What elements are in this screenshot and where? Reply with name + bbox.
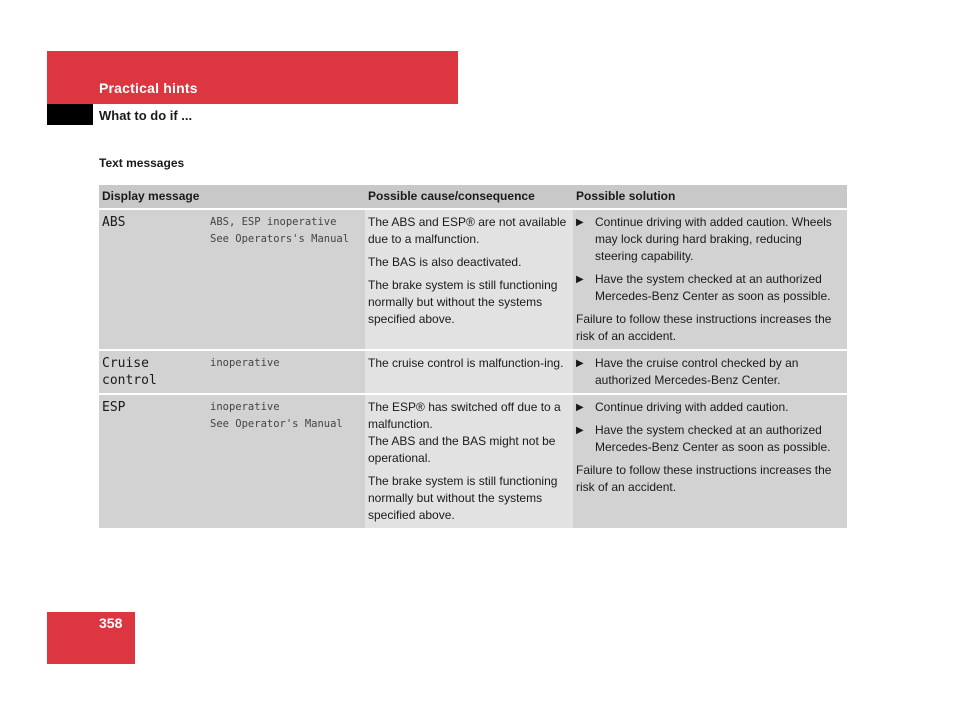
warning-note: Failure to follow these instructions increases the risk of an accident. [576, 463, 832, 494]
triangle-right-icon: ▶ [576, 274, 584, 285]
section-marker [47, 104, 93, 125]
cause-text: The cruise control is malfunction-ing. [368, 356, 564, 370]
solution-text: Continue driving with added caution. Wheels may lock during hard braking, reducing steering capability. [595, 215, 832, 263]
display-message-detail: inoperative See Operator's Manual [210, 401, 343, 430]
header-possible-solution: Possible solution [573, 185, 847, 209]
solution-item [576, 355, 844, 389]
cause-cell [365, 209, 573, 350]
cause-text: The ESP® has switched off due to a malfunction. The ABS and the BAS might not be operational. [368, 400, 561, 465]
display-message-detail: ABS, ESP inoperative See Operators's Manual [210, 216, 350, 245]
cause-text: The brake system is still functioning normally but without the systems specified above. [368, 474, 558, 522]
cause-text: The ABS and ESP® are not available due to a malfunction. [368, 215, 567, 246]
cause-cell [365, 350, 573, 394]
display-message-cell [99, 350, 365, 394]
triangle-right-icon: ▶ [576, 402, 584, 413]
page-number: 358 [99, 615, 123, 631]
table-row [99, 209, 847, 350]
cause-text: The brake system is still functioning normally but without the systems specified above. [368, 278, 558, 326]
table-caption: Text messages [99, 156, 185, 170]
header-possible-cause: Possible cause/consequence [365, 185, 573, 209]
display-message-detail: inoperative [210, 357, 280, 369]
solution-item [576, 214, 844, 265]
warning-note: Failure to follow these instructions increases the risk of an accident. [576, 312, 832, 343]
subsection-title: What to do if ... [99, 108, 193, 123]
section-title: Practical hints [99, 80, 198, 96]
solution-cell [573, 209, 847, 350]
triangle-right-icon: ▶ [576, 358, 584, 369]
solution-item [576, 271, 844, 305]
display-message-cell [99, 209, 365, 350]
solution-item [576, 399, 844, 416]
messages-table [99, 185, 847, 528]
table-row [99, 394, 847, 528]
table-row [99, 350, 847, 394]
solution-item [576, 422, 844, 456]
table-header-row [99, 185, 847, 209]
solution-text: Have the system checked at an authorized Mercedes-Benz Center as soon as possible. [595, 272, 831, 303]
header-display-message: Display message [99, 185, 365, 209]
solution-cell [573, 350, 847, 394]
cause-text: The BAS is also deactivated. [368, 255, 522, 269]
header-band [47, 51, 458, 104]
triangle-right-icon: ▶ [576, 425, 584, 436]
display-message: ABS [102, 215, 126, 230]
display-message: ESP [102, 400, 126, 415]
triangle-right-icon: ▶ [576, 217, 584, 228]
solution-text: Continue driving with added caution. [595, 400, 789, 414]
display-message-cell [99, 394, 365, 528]
cause-cell [365, 394, 573, 528]
solution-cell [573, 394, 847, 528]
display-message: Cruise control [102, 356, 157, 388]
solution-text: Have the cruise control checked by an authorized Mercedes-Benz Center. [595, 356, 799, 387]
solution-text: Have the system checked at an authorized Mercedes-Benz Center as soon as possible. [595, 423, 831, 454]
